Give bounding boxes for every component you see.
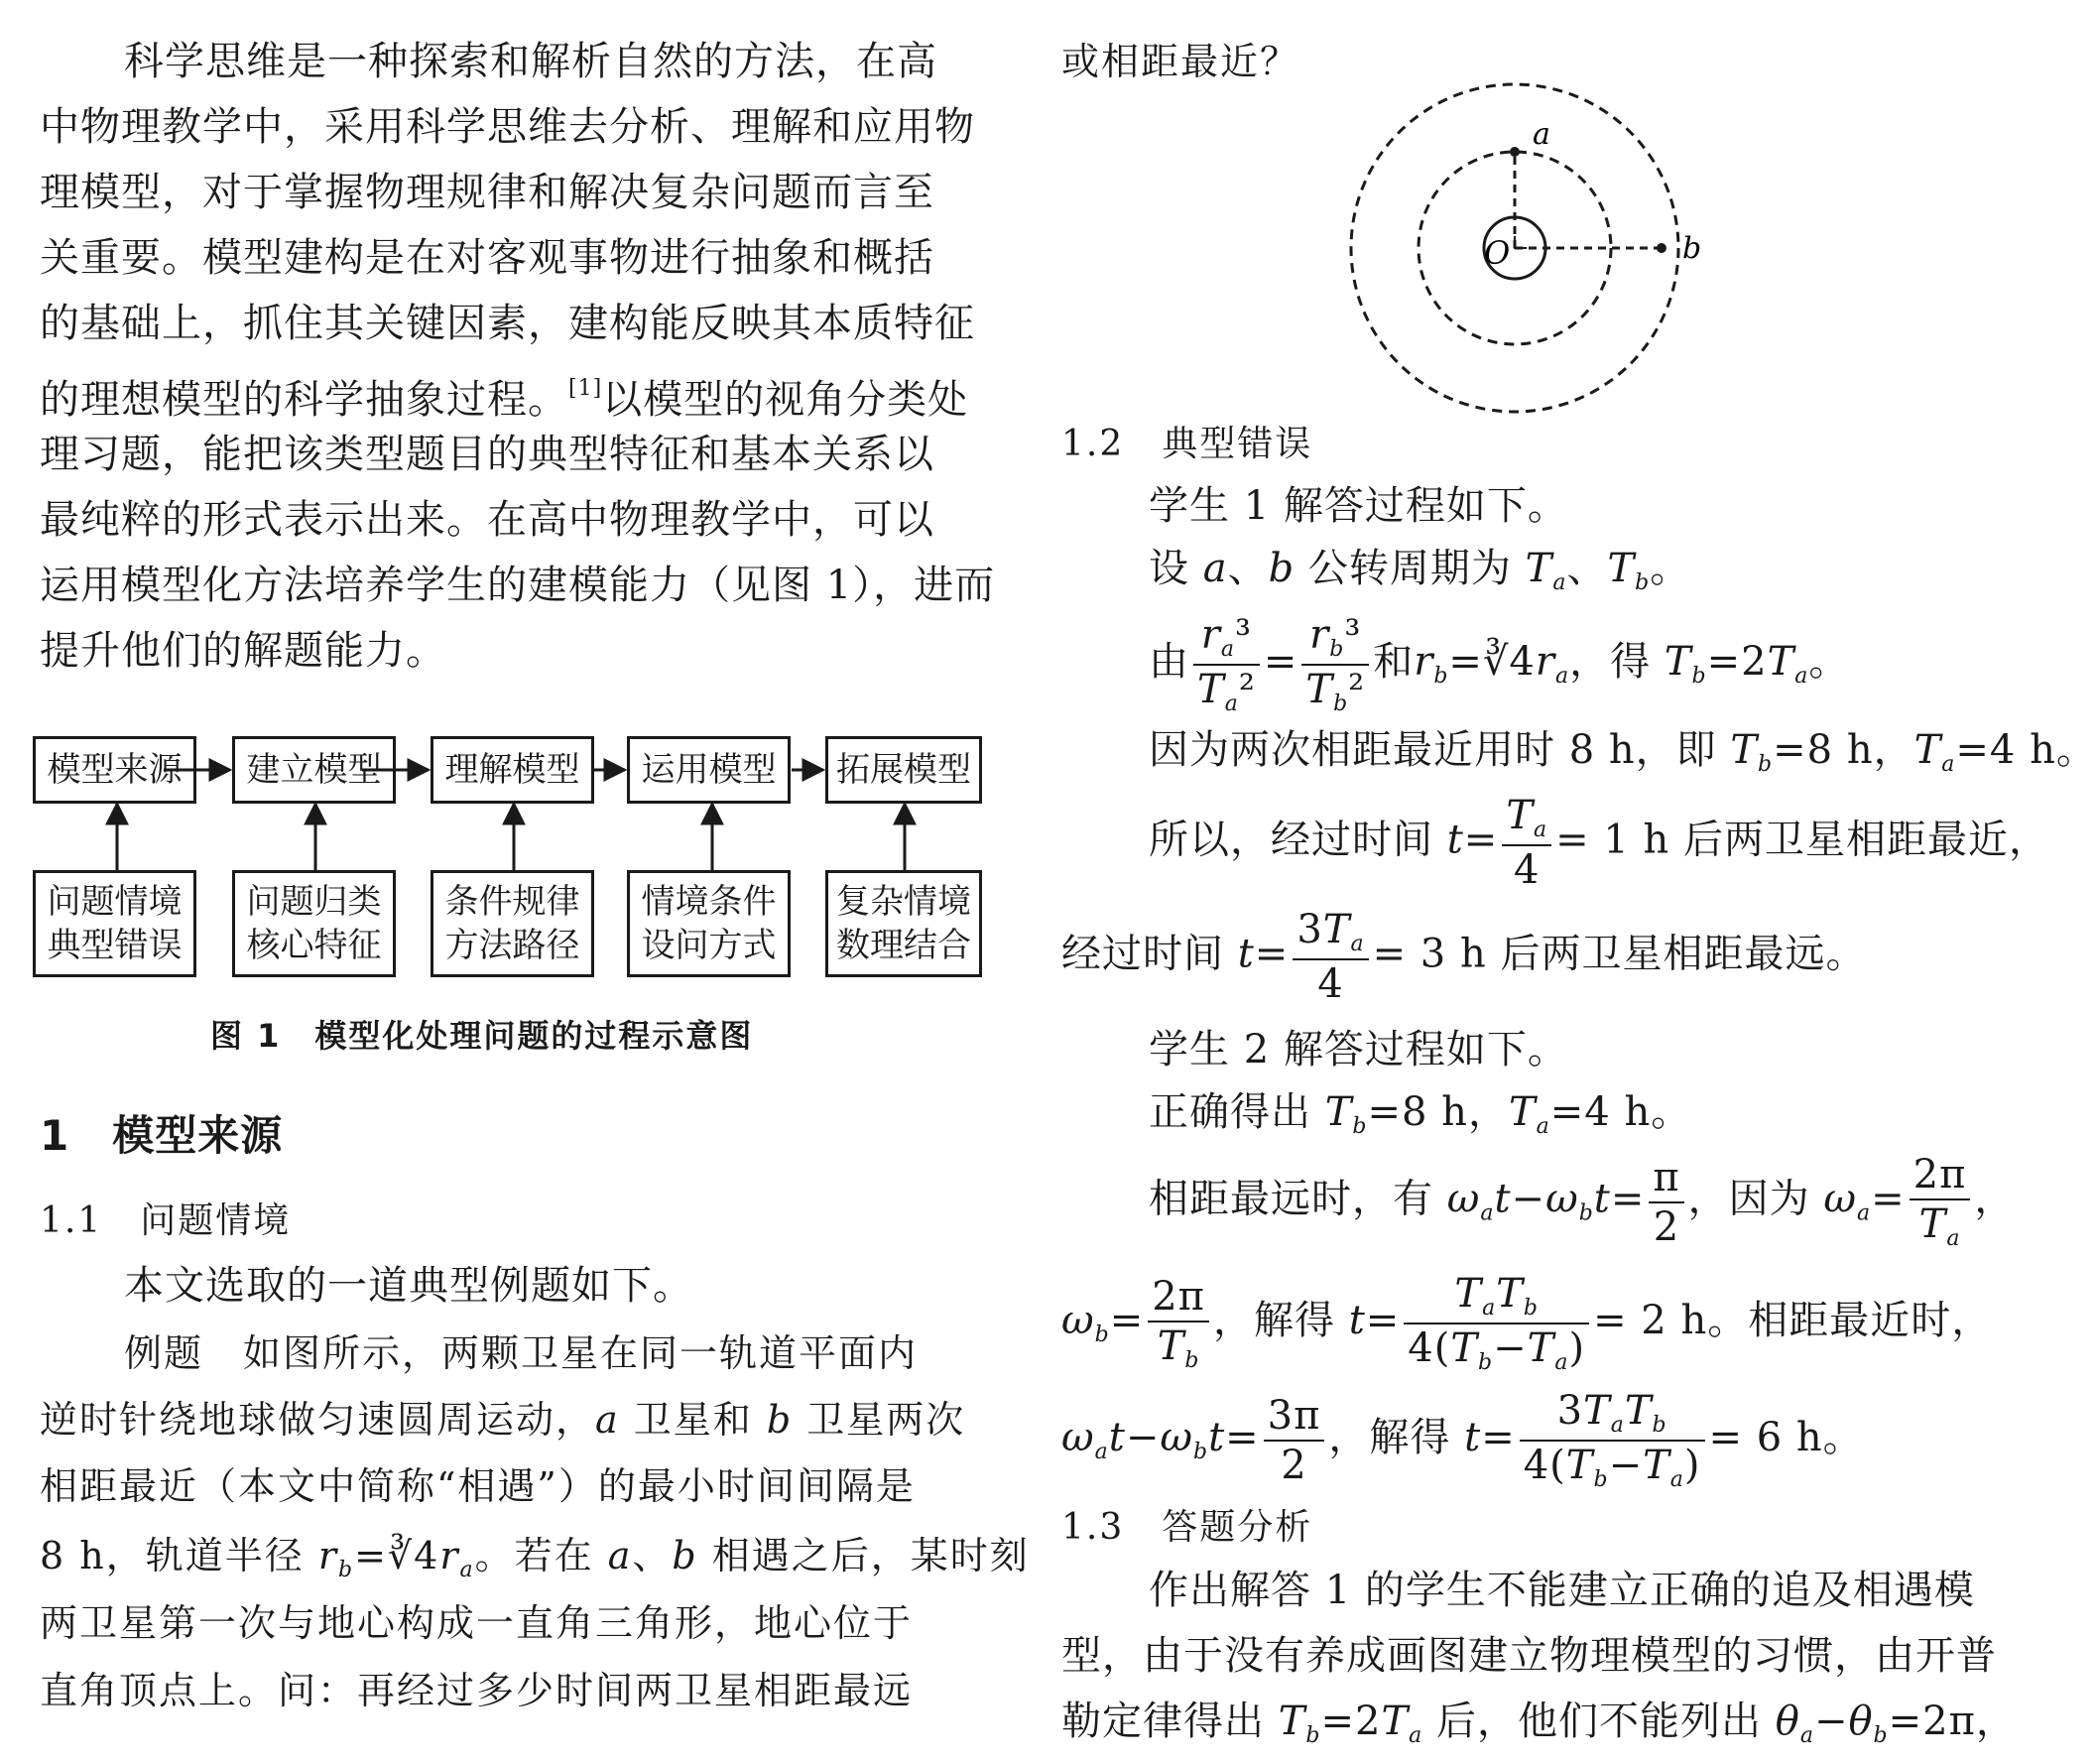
student1-title: 学生 1 解答过程如下。: [1149, 483, 1568, 529]
flow-box-build-model: 建立模型: [232, 736, 396, 804]
text-run: 。: [2055, 727, 2097, 773]
flow-box-problem-scenario: [33, 870, 196, 977]
text-run: 勒定律得出: [1061, 1699, 1279, 1744]
text-run: 后，他们不能列出: [1422, 1699, 1776, 1744]
label-b: b: [1682, 231, 1702, 266]
text-run: 设: [1149, 546, 1203, 591]
fraction: $\frac{T_a}{4}$: [1502, 794, 1551, 892]
text-run: = 1 h 后两卫星相距最近，: [1555, 817, 2049, 863]
text-run: 逆时针绕地球做匀速圆周运动，: [40, 1398, 596, 1442]
text-run: 相距最远时，有: [1149, 1176, 1447, 1222]
text-run: 正确得出: [1149, 1089, 1325, 1135]
fraction: $\frac{T_aT_b}{4(T_b-T_a)}$: [1404, 1272, 1589, 1375]
intro-line-3: 理模型，对于掌握物理规律和解决复杂问题而言至: [40, 170, 934, 215]
text-run: 和: [1373, 639, 1415, 686]
flow-box-complex-scenario: [825, 870, 982, 977]
flow-box-conditions-rules: [431, 870, 594, 977]
text-run: 经过时间: [1061, 931, 1238, 977]
flow-box-scenario-conditions: [627, 870, 791, 977]
example-line-1: 例题 如图所示，两颗卫星在同一轨道平面内: [124, 1331, 919, 1375]
text-run: 公转周期为: [1295, 546, 1526, 591]
analysis-line-2: 型，由于没有养成画图建立物理模型的习惯，由开普: [1061, 1633, 1997, 1679]
student1-after: 经过时间 t= $\frac{3T_a}{4}$ = 3 h 后两卫星相距最远。: [1061, 907, 1867, 1008]
subsection-heading-1-1: 1.1 问题情境: [40, 1200, 292, 1241]
flow-text: 问题情境: [47, 882, 183, 922]
subsection-heading-1-3: 1.3 答题分析: [1061, 1507, 1313, 1548]
text-run: ，因为: [1687, 1176, 1824, 1222]
flow-text: 设问方式: [641, 926, 777, 965]
flow-box-understand-model: 理解模型: [431, 736, 594, 804]
text-run: 卫星和: [619, 1398, 767, 1442]
intro-line-6a: 的理想模型的科学抽象过程。: [40, 377, 568, 423]
text-run: ，解得: [1212, 1298, 1349, 1344]
fraction: $\frac{3\pi}{2}$: [1264, 1394, 1325, 1487]
question-continuation: 或相距最近？: [1061, 40, 1300, 83]
example-line-5: 两卫星第一次与地心构成一直角三角形，地心位于: [40, 1601, 914, 1645]
fraction: $\frac{3T_a}{4}$: [1293, 908, 1368, 1006]
student1-because: 因为两次相距最近用时 8 h，即 $T_b=8$ h，$T_a=4$ h。: [1149, 727, 2097, 777]
example-line-6: 直角顶点上。问：再经过多少时间两卫星相距最远: [40, 1669, 914, 1712]
student1-kepler: 由 $\frac{r_a^3}{T_a^2}$ = $\frac{r_b^3}{T_b^2}$ 和$r_b=∛4r_a$，得 $T_b=2T_a$。: [1149, 612, 1850, 717]
label-o: O: [1484, 234, 1511, 272]
text-run: 卫星两次: [793, 1398, 966, 1442]
label-a: a: [1533, 117, 1550, 152]
student1-so: 所以，经过时间 t= $\frac{T_a}{4}$ = 1 h 后两卫星相距最近，: [1149, 793, 2049, 894]
flow-text: 情境条件: [641, 882, 777, 922]
flow-text: 典型错误: [47, 926, 183, 965]
flow-box-extend-model: 拓展模型: [825, 736, 982, 804]
example-intro: 本文选取的一道典型例题如下。: [124, 1263, 693, 1309]
text-run: ，得: [1569, 639, 1665, 686]
flow-box-apply-model: 运用模型: [627, 736, 791, 804]
intro-line-8: 最纯粹的形式表示出来。在高中物理教学中，可以: [40, 497, 934, 543]
text-run: 。若在: [474, 1534, 608, 1577]
fraction: $\frac{\pi}{2}$: [1649, 1156, 1683, 1249]
example-line-4: 8 h，轨道半径 $r_b=∛4r_a$。若在 a、b 相遇之后，某时刻: [40, 1534, 1030, 1582]
student2-correct: 正确得出 $T_b=8$ h，$T_a=4$ h。: [1149, 1089, 1692, 1139]
intro-line-5: 的基础上，抓住其关键因素，建构能反映其本质特征: [40, 301, 975, 346]
text-run: = 2 h。相距最近时，: [1593, 1298, 1993, 1344]
text-run: 。: [1808, 639, 1850, 686]
intro-line-9: 运用模型化方法培养学生的建模能力（见图 1），进而: [40, 563, 996, 608]
student2-solve2: $\omega_at-\omega_bt=$ $\frac{3\pi}{2}$ ，解得 t= $\frac{3T_aT_b}{4(T_b-T_a)}$ = 6 h。: [1061, 1388, 1864, 1493]
flow-text: 复杂情境: [836, 882, 971, 922]
example-line-3: 相距最近（本文中简称“相遇”）的最小时间间隔是: [40, 1464, 916, 1508]
student2-title: 学生 2 解答过程如下。: [1149, 1027, 1568, 1072]
right-angle-mark: [1515, 236, 1527, 248]
text-run: 相遇之后，某时刻: [697, 1534, 1030, 1577]
text-run: ，解得: [1328, 1415, 1465, 1461]
text-run: 。: [1651, 1089, 1692, 1135]
text-run: = 3 h 后两卫星相距最远。: [1372, 931, 1867, 977]
flow-text: 方法路径: [444, 926, 580, 965]
subsection-heading-1-2: 1.2 典型错误: [1061, 424, 1313, 464]
example-line-2: 逆时针绕地球做匀速圆周运动，a 卫星和 b 卫星两次: [40, 1398, 966, 1442]
student1-set-periods: 设 a、b 公转周期为 $T_a$、$T_b$。: [1149, 546, 1691, 595]
satellite-a: [1510, 147, 1520, 157]
intro-line-4: 关重要。模型建构是在对客观事物进行抽象和概括: [40, 235, 934, 281]
intro-line-7: 理习题，能把该类型题目的典型特征和基本关系以: [40, 432, 934, 477]
text-run: = 6 h。: [1708, 1415, 1864, 1461]
text-run: 。: [1650, 546, 1691, 591]
fraction: $\frac{r_b^3}{T_b^2}$: [1301, 613, 1369, 716]
flowchart-arrows: [0, 0, 1002, 992]
student2-solve1: $\omega_b=$ $\frac{2\pi}{T_b}$ ，解得 t= $\frac{T_aT_b}{4(T_b-T_a)}$ = 2 h。相距最近时，: [1061, 1271, 1993, 1376]
text-run: 由: [1149, 639, 1189, 686]
analysis-line-1: 作出解答 1 的学生不能建立正确的追及相遇模: [1149, 1568, 1975, 1613]
text-run: 所以，经过时间: [1149, 817, 1447, 863]
satellite-b: [1657, 243, 1666, 253]
intro-line-10: 提升他们的解题能力。: [40, 628, 446, 674]
student2-farthest: 相距最远时，有 $\omega_at-\omega_bt=$ $\frac{\pi}{2}$ ，因为 $\omega_a=$ $\frac{2\pi}{T_a}$ ，: [1149, 1152, 2016, 1251]
section-heading-1: 1 模型来源: [40, 1111, 284, 1160]
fraction: $\frac{2\pi}{T_b}$: [1148, 1275, 1209, 1373]
flow-text: 问题归类: [246, 882, 382, 922]
fraction: $\frac{2\pi}{T_a}$: [1910, 1153, 1971, 1251]
flow-box-problem-classify: [232, 870, 396, 977]
analysis-line-3: 勒定律得出 $T_b=2T_a$ 后，他们不能列出 $\theta_a-\theta_b=2\pi$，: [1061, 1699, 2017, 1748]
citation-ref[interactable]: [1]: [568, 376, 603, 401]
flow-text: 数理结合: [836, 926, 971, 965]
text-run: 8 h，轨道半径: [40, 1534, 318, 1577]
intro-line-6b: 以模型的视角分类处: [602, 377, 969, 423]
intro-line-2: 中物理教学中，采用科学思维去分析、理解和应用物: [40, 104, 975, 150]
flow-text: 核心特征: [246, 926, 382, 965]
fraction: $\frac{3T_aT_b}{4(T_b-T_a)}$: [1520, 1389, 1705, 1492]
intro-line-1: 科学思维是一种探索和解析自然的方法，在高: [124, 39, 937, 84]
text-run: 因为两次相距最近用时 8 h，即: [1149, 727, 1731, 773]
flow-box-model-source: 模型来源: [33, 736, 196, 804]
figure-caption: 图 1 模型化处理问题的过程示意图: [210, 1017, 754, 1055]
orbit-diagram: [1061, 0, 2029, 417]
fraction: $\frac{r_a^3}{T_a^2}$: [1193, 613, 1260, 716]
flow-text: 条件规律: [444, 882, 580, 922]
